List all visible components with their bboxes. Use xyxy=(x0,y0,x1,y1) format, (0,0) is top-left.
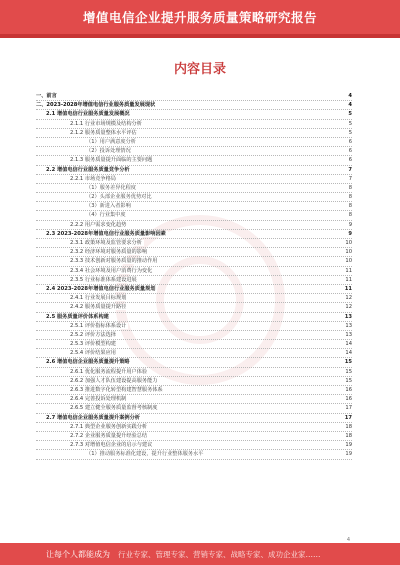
toc-entry[interactable] xyxy=(36,423,352,432)
toc-entry-title: 2.3.5 行业标准体系建设进展 xyxy=(70,276,137,283)
toc-entry[interactable] xyxy=(36,202,352,211)
toc-entry-title: 2.1.3 服务质量提升面临的主要问题 xyxy=(70,157,153,164)
toc-entry-title: 2.7.1 典型企业服务创新实践分析 xyxy=(70,423,148,430)
toc-entry-title: 2.2.2 用户需求变化趋势 xyxy=(70,221,127,228)
toc-entry[interactable] xyxy=(36,230,352,239)
toc-entry[interactable] xyxy=(36,322,352,331)
toc-entry[interactable] xyxy=(36,193,352,202)
toc-entry[interactable] xyxy=(36,404,352,413)
toc-entry-page: 13 xyxy=(345,331,352,338)
toc-entry-page: 8 xyxy=(348,184,352,191)
toc-entry[interactable] xyxy=(36,340,352,349)
toc-entry-title: 2.1 增值电信行业服务质量发展概况 xyxy=(46,111,130,118)
toc-entry-page: 18 xyxy=(345,423,352,430)
toc-entry-page: 13 xyxy=(344,313,352,320)
toc-entry[interactable] xyxy=(36,285,352,294)
toc-entry-title: （4）行业集中度 xyxy=(86,212,126,219)
toc-entry-page: 11 xyxy=(345,267,352,274)
toc-entry-page: 8 xyxy=(348,212,352,219)
toc-entry-page: 6 xyxy=(348,138,352,145)
toc-entry-page: 7 xyxy=(348,166,352,173)
toc-entry-title: 二、2023-2028年增值电信行业服务质量发展现状 xyxy=(36,102,156,109)
toc-entry-page: 8 xyxy=(348,194,352,201)
toc-entry[interactable] xyxy=(36,184,352,193)
toc-entry-page: 17 xyxy=(345,405,352,412)
toc-entry[interactable] xyxy=(36,248,352,257)
toc-entry-page: 15 xyxy=(345,368,352,375)
toc-entry-title: 2.3.3 技术创新对服务质量的推动作用 xyxy=(70,258,158,265)
toc-entry-page: 6 xyxy=(348,148,352,155)
toc-entry[interactable] xyxy=(36,175,352,184)
toc-entry-page: 19 xyxy=(345,442,352,449)
toc-entry-title: （3）新进入者影响 xyxy=(86,203,131,210)
toc-entry-page: 12 xyxy=(345,295,352,302)
toc-entry[interactable] xyxy=(36,120,352,129)
toc-entry-page: 10 xyxy=(345,258,352,265)
toc-entry-page: 11 xyxy=(345,276,352,283)
toc-entry[interactable] xyxy=(36,450,352,459)
footer-bar xyxy=(0,543,400,565)
toc-entry-page: 17 xyxy=(344,414,352,421)
toc-entry[interactable] xyxy=(36,432,352,441)
toc-entry[interactable] xyxy=(36,377,352,386)
toc-entry[interactable] xyxy=(36,129,352,138)
toc-entry-title: 2.6.2 加强人才队伍建设提高服务能力 xyxy=(70,377,158,384)
toc-entry-title: 2.5 服务质量评价体系构建 xyxy=(46,313,109,320)
toc-entry-page: 5 xyxy=(348,111,352,118)
toc-entry[interactable] xyxy=(36,239,352,248)
toc-entry[interactable] xyxy=(36,386,352,395)
toc-entry-title: （1）服务差异化程度 xyxy=(86,184,136,191)
toc-entry-page: 7 xyxy=(348,175,352,182)
toc-entry[interactable] xyxy=(36,92,352,101)
toc-entry-title: 2.2.1 市场竞争格局 xyxy=(70,175,116,182)
toc-entry-page: 5 xyxy=(348,120,352,127)
toc-entry[interactable] xyxy=(36,267,352,276)
toc-entry-title: 2.7.2 企业服务质量提升经验总结 xyxy=(70,432,148,439)
toc-entry-title: （2）投诉处理情况 xyxy=(86,148,131,155)
toc-entry[interactable] xyxy=(36,331,352,340)
toc-entry-page: 5 xyxy=(348,129,352,136)
footer-slogan: 让每个人都能成为 xyxy=(46,550,110,559)
toc-entry-page: 10 xyxy=(345,249,352,256)
toc-entry-title: 2.6.4 完善投诉处理机制 xyxy=(70,396,127,403)
toc-entry[interactable] xyxy=(36,110,352,119)
toc-entry[interactable] xyxy=(36,156,352,165)
toc-entry-title: 2.6.3 推进数字化转型构建智慧服务体系 xyxy=(70,387,163,393)
toc-entry[interactable] xyxy=(36,358,352,367)
page-number: 4 xyxy=(346,537,350,543)
toc-entry-page: 14 xyxy=(345,341,352,348)
toc-entry-title: 2.5.2 评价方法选择 xyxy=(70,331,116,338)
toc-entry-title: 2.7 增值电信企业服务质量提升案例分析 xyxy=(46,414,140,421)
toc-entry-page: 10 xyxy=(345,240,352,246)
toc-entry-page: 19 xyxy=(345,451,352,458)
toc-entry-page: 9 xyxy=(348,221,352,228)
toc-entry[interactable] xyxy=(36,441,352,450)
toc-entry[interactable] xyxy=(36,101,352,110)
toc-entry-title: 2.5.1 评价指标体系设计 xyxy=(70,322,127,329)
toc-entry-title: 2.3.2 经济环境对服务质量的影响 xyxy=(70,249,148,256)
toc-entry-page: 14 xyxy=(345,350,352,357)
toc-entry-page: 11 xyxy=(344,285,352,292)
toc-entry-page: 4 xyxy=(348,93,352,99)
toc-entry-page: 6 xyxy=(348,157,352,164)
toc-entry[interactable] xyxy=(36,294,352,303)
toc-entry[interactable] xyxy=(36,414,352,423)
toc-title: 内容目录 xyxy=(173,62,226,77)
toc-entry-page: 13 xyxy=(345,322,352,329)
toc-entry-title: 2.5.4 评价结果应用 xyxy=(70,350,116,357)
toc-entry-page: 8 xyxy=(348,203,352,210)
toc-entry-title: （1）用户满意度分析 xyxy=(86,138,136,145)
toc-entry[interactable] xyxy=(36,395,352,404)
footer-tagline: 行业专家、管理专家、营销专家、战略专家、成功企业家…… xyxy=(118,550,321,559)
toc-entry-title: 2.6.5 建立健全服务质量监督考核制度 xyxy=(70,405,158,412)
toc-entry-title: 2.7.3 对增值电信企业的启示与建议 xyxy=(70,442,153,449)
header-strip xyxy=(0,34,400,38)
toc-entry-page: 18 xyxy=(345,432,352,439)
toc-entry[interactable] xyxy=(36,166,352,175)
table-of-contents xyxy=(36,92,352,460)
toc-entry[interactable] xyxy=(36,368,352,377)
toc-entry-title: （2）头部企业服务优势对比 xyxy=(86,194,152,201)
toc-entry[interactable] xyxy=(36,221,352,230)
toc-entry-page: 15 xyxy=(344,359,352,366)
toc-entry[interactable] xyxy=(36,257,352,266)
report-header xyxy=(0,0,400,44)
toc-entry-title: 2.4.1 行业发展目标规划 xyxy=(70,295,127,302)
toc-entry[interactable] xyxy=(36,349,352,358)
toc-entry[interactable] xyxy=(36,211,352,220)
toc-entry-title: 2.4.2 服务质量提升路径 xyxy=(70,304,127,311)
toc-entry-title: 2.6.1 优化服务流程提升用户体验 xyxy=(70,368,148,375)
toc-entry[interactable] xyxy=(36,276,352,285)
toc-entry[interactable] xyxy=(36,138,352,147)
toc-entry-title: 2.1.2 服务质量整体水平评估 xyxy=(70,129,137,136)
toc-entry-title: （1）推动服务标准化建设，提升行业整体服务水平 xyxy=(86,451,204,458)
toc-entry[interactable] xyxy=(36,303,352,312)
toc-entry-page: 16 xyxy=(345,396,352,403)
toc-entry-page: 9 xyxy=(348,230,352,237)
toc-entry-title: 2.4 2023-2028年增值电信行业服务质量规划 xyxy=(46,285,156,292)
toc-entry-page: 15 xyxy=(345,377,352,384)
toc-entry-title: 一、前言 xyxy=(36,93,57,99)
toc-entry-page: 16 xyxy=(345,387,352,393)
toc-entry[interactable] xyxy=(36,313,352,322)
toc-entry-page: 4 xyxy=(348,102,352,109)
toc-entry-title: 2.1.1 行业市场规模及结构分析 xyxy=(70,120,142,127)
toc-entry-title: 2.3.1 政策环境及监管要求分析 xyxy=(70,240,142,246)
toc-entry-title: 2.2 增值电信行业服务质量竞争分析 xyxy=(46,166,130,173)
toc-entry-page: 12 xyxy=(345,304,352,311)
toc-entry[interactable] xyxy=(36,147,352,156)
toc-entry-title: 2.6 增值电信企业服务质量提升策略 xyxy=(46,359,130,366)
report-title: 增值电信企业提升服务质量策略研究报告 xyxy=(82,10,317,25)
toc-entry-title: 2.5.3 评价模型构建 xyxy=(70,341,116,348)
toc-entry-title: 2.3 2023-2028年增值电信行业服务质量影响因素 xyxy=(46,230,166,237)
toc-entry-title: 2.3.4 社会环境及用户消费行为变化 xyxy=(70,267,153,274)
